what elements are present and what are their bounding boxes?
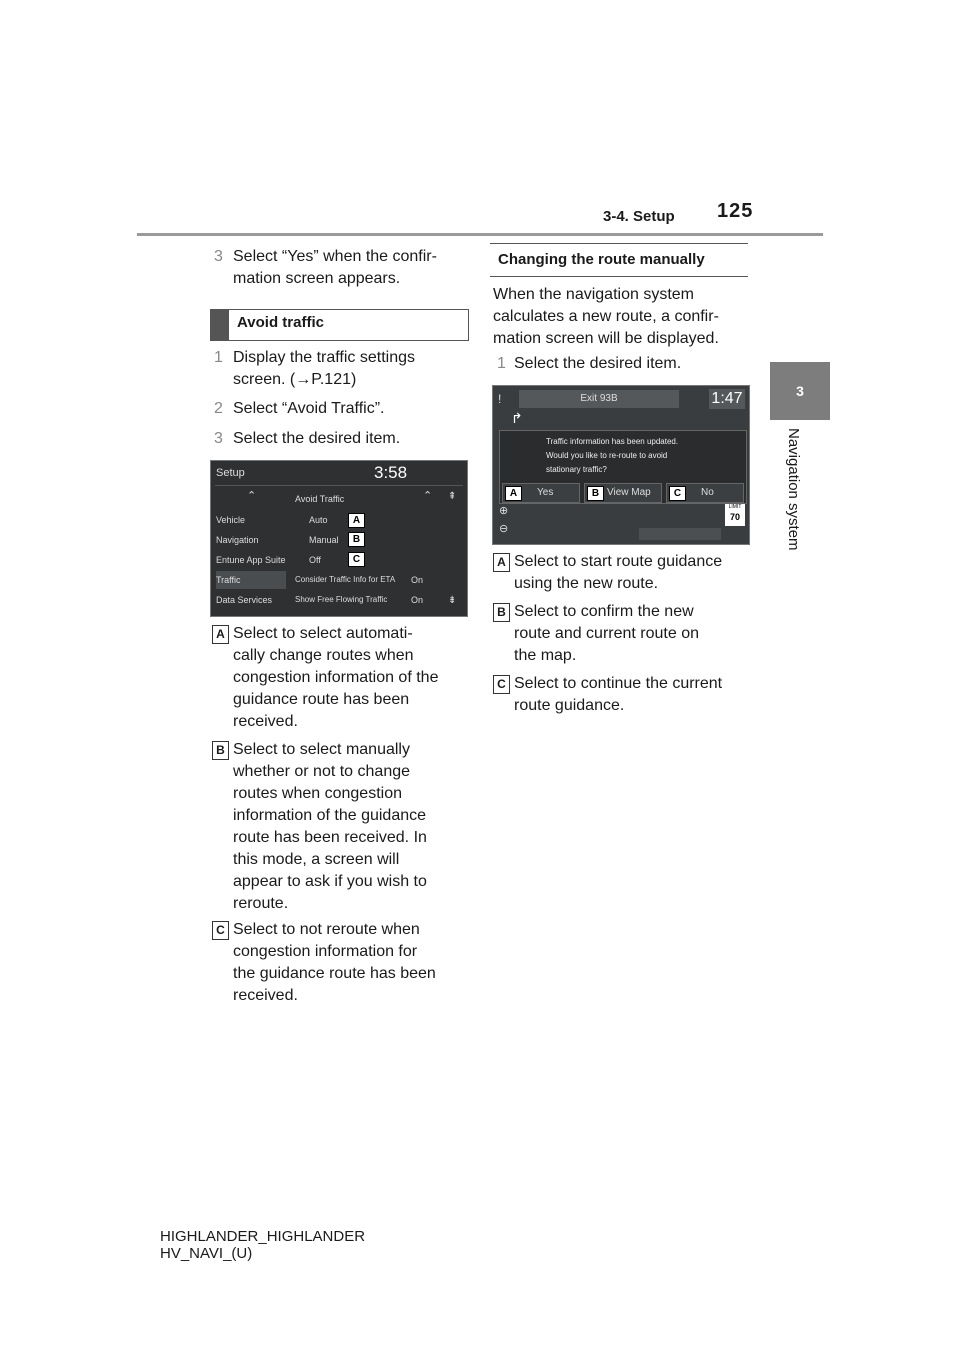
dialog-message: Traffic information has been updated. Would you like to re-route to avoid stationary traffic?	[546, 437, 679, 474]
step-number: 3	[214, 430, 223, 447]
footer-line-1: HIGHLANDER_HIGHLANDER	[160, 1228, 366, 1245]
menu-item[interactable]: Navigation	[216, 535, 259, 545]
chapter-tab: 3	[770, 362, 830, 420]
mark-a: A	[493, 553, 510, 572]
reroute-dialog	[499, 430, 747, 504]
button-label: View Map	[607, 487, 651, 498]
mark-a: A	[212, 625, 229, 644]
callout-c: C	[669, 486, 686, 501]
turn-arrow-icon: ↱	[511, 410, 523, 426]
chapter-label-text: Navigation system	[785, 428, 802, 551]
mark-b: B	[493, 603, 510, 622]
divider	[215, 485, 463, 486]
step-number: 3	[214, 248, 223, 265]
footer	[160, 1228, 365, 1262]
step-number: 1	[214, 349, 223, 366]
avoid-traffic-header	[210, 309, 469, 341]
item-text: Select to start route guidance using the new route.	[514, 553, 723, 592]
callout-b: B	[348, 532, 365, 547]
item-text: Select to select automati- cally change routes when congestion information of the guidance route has been received.	[233, 625, 439, 730]
page-number: 125	[717, 200, 754, 222]
intro-text: When the navigation system calculates a new route, a confir- mation screen will be displayed.	[493, 286, 719, 347]
speed-limit-value: 70	[729, 512, 740, 522]
menu-item[interactable]: Vehicle	[216, 515, 246, 525]
view-map-button[interactable]	[584, 483, 662, 503]
step-text: Select the desired item.	[233, 430, 401, 447]
step-text: Display the traffic settings screen. (→P.121)	[233, 349, 416, 388]
button-label: No	[701, 487, 714, 498]
callout-a: A	[348, 513, 365, 528]
button-label: Yes	[537, 487, 554, 498]
header-bar	[211, 310, 229, 340]
option-auto[interactable]: Auto	[309, 515, 328, 525]
option-off[interactable]: Off	[309, 555, 321, 565]
callout-c: C	[348, 552, 365, 567]
menu-item[interactable]: Data Services	[216, 595, 273, 605]
footer-line-2: HV_NAVI_(U)	[160, 1245, 253, 1262]
item-text: Select to continue the current route guidance.	[514, 675, 723, 714]
setting-value[interactable]: On	[411, 575, 424, 585]
zoom-out-icon[interactable]: ⊖	[499, 523, 509, 535]
item-text: Select to select manually whether or not to change routes when congestion information of the guidance route has been received. In this mode, a screen will appear to ask if you wish to reroute.	[233, 741, 427, 912]
header-rule	[137, 233, 823, 236]
screen-title: Setup	[216, 467, 245, 479]
speed-limit-sign	[725, 504, 745, 526]
reroute-screenshot	[492, 385, 750, 545]
screen-time: 1:47	[709, 389, 745, 409]
panel-title: Avoid Traffic	[295, 494, 345, 504]
step-number: 2	[214, 400, 223, 417]
alert-icon[interactable]: !	[498, 392, 502, 406]
chevron-up-icon[interactable]: ⌃	[423, 490, 433, 502]
setup-screenshot	[210, 460, 468, 617]
status-bar	[639, 528, 721, 540]
speed-limit-label: LIMIT	[728, 504, 742, 510]
chevron-up-icon[interactable]: ⌃	[247, 490, 257, 502]
menu-item-selected[interactable]: Traffic	[216, 571, 286, 589]
step-number: 1	[497, 355, 506, 372]
mark-c: C	[212, 921, 229, 940]
no-button[interactable]	[666, 483, 744, 503]
callout-a: A	[505, 486, 522, 501]
yes-button[interactable]	[502, 483, 580, 503]
zoom-in-icon[interactable]: ⊕	[499, 505, 509, 517]
section-title: 3-4. Setup	[603, 208, 675, 225]
mark-b: B	[212, 741, 229, 760]
setting-value[interactable]: On	[411, 595, 424, 605]
menu-item[interactable]: Entune App Suite	[216, 555, 286, 565]
step-text: Select “Avoid Traffic”.	[233, 400, 385, 417]
mark-c: C	[493, 675, 510, 694]
callout-b: B	[587, 486, 604, 501]
changing-route-header	[490, 243, 748, 277]
setting-label: Show Free Flowing Traffic	[295, 595, 388, 604]
scroll-up-icon[interactable]: ⇞	[448, 491, 457, 502]
screen-time: 3:58	[374, 463, 408, 482]
option-manual[interactable]: Manual	[309, 535, 339, 545]
chapter-label	[780, 428, 804, 568]
scroll-down-icon[interactable]: ⇟	[448, 595, 457, 606]
step-text: Select the desired item.	[514, 355, 682, 372]
setting-label: Consider Traffic Info for ETA	[295, 575, 396, 584]
header-label: Avoid traffic	[237, 314, 324, 331]
item-text: Select to not reroute when congestion information for the guidance route has been received.	[233, 921, 436, 1004]
exit-sign: Exit 93B	[519, 390, 679, 408]
header-label: Changing the route manually	[498, 251, 705, 268]
step-text: Select “Yes” when the confir- mation screen appears.	[233, 248, 437, 287]
item-text: Select to confirm the new route and current route on the map.	[514, 603, 700, 664]
